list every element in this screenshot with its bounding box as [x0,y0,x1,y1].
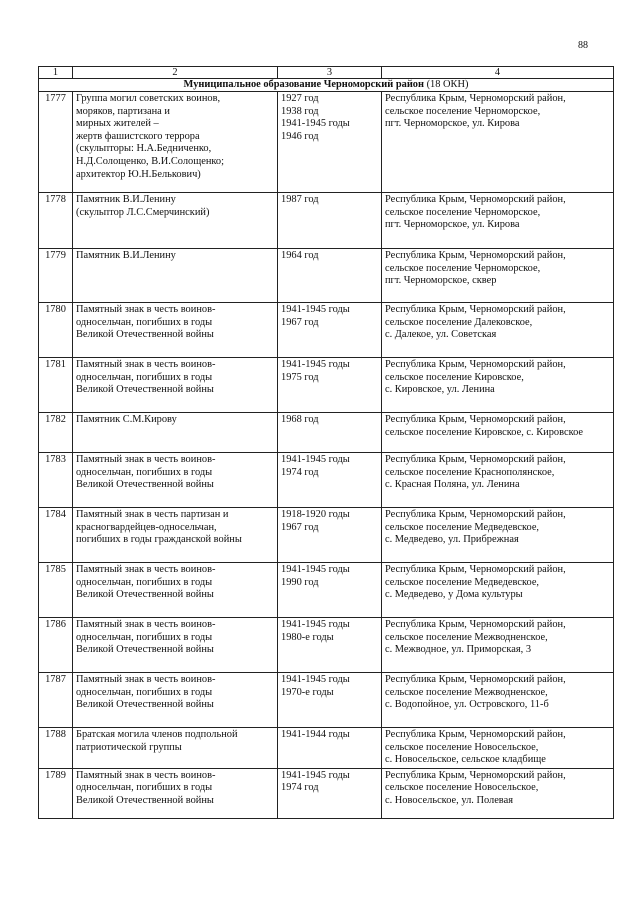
object-number-cell: 1789 [39,768,73,818]
address-line: Республика Крым, Черноморский район, [385,509,566,520]
address-line: пгт. Черноморское, ул. Кирова [385,118,520,130]
address-line: сельское поселение Черноморское, [385,105,541,117]
object-number-cell: 1780 [39,303,73,358]
object-address-cell [382,303,614,358]
address-line: с. Новосельское, сельское кладбище [385,754,546,766]
date-line: 1918-1920 годы [281,509,350,520]
object-number-cell: 1782 [39,413,73,453]
object-address-cell [382,92,614,193]
object-name-cell [73,413,278,453]
address-line: Республика Крым, Черноморский район, [385,619,566,630]
name-line: Памятный знак в честь воинов- [76,304,216,315]
address-line: сельское поселение Далековское, [385,316,533,328]
name-line: жертв фашистского террора [76,130,200,142]
name-line: Великой Отечественной войны [76,794,214,806]
name-line: Памятный знак в честь воинов- [76,359,216,370]
object-name-cell [73,508,278,563]
address-line: сельское поселение Краснополянское, [385,466,555,478]
date-line: 1941-1945 годы [281,359,350,370]
column-number-1: 1 [39,67,73,79]
name-line: Памятный знак в честь воинов- [76,454,216,465]
name-line: односельчан, погибших в годы [76,576,213,588]
object-address-cell [382,508,614,563]
address-line: Республика Крым, Черноморский район, [385,674,566,685]
address-line: Республика Крым, Черноморский район, [385,93,566,104]
object-name-cell [73,673,278,728]
address-line: с. Новосельское, ул. Полевая [385,794,513,806]
address-line: Республика Крым, Черноморский район, [385,414,566,425]
date-line: 1938 год [281,105,319,117]
name-line: односельчан, погибших в годы [76,782,213,794]
object-address-cell [382,453,614,508]
address-line: с. Медведево, ул. Прибрежная [385,534,519,546]
date-line: 1941-1945 годы [281,564,350,575]
column-number-4: 4 [382,67,614,79]
section-suffix: (18 ОКН) [426,79,469,90]
table-row [39,193,614,249]
table-row [39,413,614,453]
object-number-cell: 1779 [39,249,73,303]
table-row [39,728,614,769]
address-line: сельское поселение Черноморское, [385,206,541,218]
name-line: погибших в годы гражданской войны [76,534,242,546]
address-line: сельское поселение Черноморское, [385,262,541,274]
date-line: 1941-1945 годы [281,304,350,315]
object-number-cell: 1777 [39,92,73,193]
column-number-3: 3 [278,67,382,79]
table-row [39,358,614,413]
object-dates-cell [278,413,382,453]
date-line: 1975 год [281,371,319,383]
address-line: пгт. Черноморское, сквер [385,275,497,287]
object-address-cell [382,193,614,249]
object-name-cell [73,92,278,193]
object-number-cell: 1786 [39,618,73,673]
address-line: Республика Крым, Черноморский район, [385,250,566,261]
name-line: Памятный знак в честь воинов- [76,619,216,630]
address-line: Республика Крым, Черноморский район, [385,564,566,575]
date-line: 1987 год [281,194,319,205]
date-line: 1967 год [281,316,319,328]
date-line: 1970-е годы [281,686,334,698]
name-line: Братская могила членов подпольной [76,729,238,740]
table-row [39,768,614,818]
object-dates-cell [278,193,382,249]
address-line: сельское поселение Межводненское, [385,686,548,698]
object-number-cell: 1778 [39,193,73,249]
date-line: 1967 год [281,521,319,533]
table-row [39,618,614,673]
name-line: односельчан, погибших в годы [76,466,213,478]
table-row [39,508,614,563]
object-address-cell [382,249,614,303]
name-line: Великой Отечественной войны [76,699,214,711]
address-line: Республика Крым, Черноморский район, [385,304,566,315]
name-line: Памятный знак в честь воинов- [76,674,216,685]
name-line: Памятник В.И.Ленину [76,194,176,205]
object-name-cell [73,303,278,358]
name-line: Памятный знак в честь партизан и [76,509,229,520]
address-line: сельское поселение Кировское, [385,371,524,383]
object-name-cell [73,358,278,413]
object-dates-cell [278,358,382,413]
date-line: 1941-1945 годы [281,769,350,781]
object-dates-cell [278,249,382,303]
date-line: 1968 год [281,414,319,425]
name-line: патриотической группы [76,741,182,753]
address-line: с. Медведево, у Дома культуры [385,589,523,601]
object-dates-cell [278,453,382,508]
name-line: Великой Отечественной войны [76,479,214,491]
table-row [39,563,614,618]
date-line: 1946 год [281,130,319,142]
heritage-registry-table [38,66,614,819]
address-line: Республика Крым, Черноморский район, [385,359,566,370]
name-line: Великой Отечественной войны [76,589,214,601]
object-address-cell [382,413,614,453]
date-line: 1941-1945 годы [281,619,350,630]
section-title: Муниципальное образование Черноморский район [183,79,424,90]
address-line: сельское поселение Кировское, с. Кировское [385,426,584,438]
object-name-cell [73,563,278,618]
date-line: 1941-1945 годы [281,454,350,465]
section-header-row [39,79,614,92]
name-line: красногвардейцев-односельчан, [76,521,217,533]
name-line: односельчан, погибших в годы [76,316,213,328]
address-line: с. Кировское, ул. Ленина [385,384,495,396]
object-address-cell [382,728,614,769]
date-line: 1941-1945 годы [281,674,350,685]
address-line: Республика Крым, Черноморский район, [385,769,566,781]
column-number-row [39,67,614,79]
table-row [39,92,614,193]
table-row [39,303,614,358]
object-dates-cell [278,673,382,728]
table-row [39,673,614,728]
address-line: сельское поселение Медведевское, [385,521,540,533]
object-name-cell [73,249,278,303]
object-number-cell: 1784 [39,508,73,563]
object-name-cell [73,193,278,249]
name-line: Памятный знак в честь воинов- [76,769,216,781]
date-line: 1941-1945 годы [281,118,350,130]
address-line: сельское поселение Новосельское, [385,741,539,753]
address-line: с. Водопойное, ул. Островского, 11-б [385,699,549,711]
address-line: сельское поселение Новосельское, [385,782,539,794]
name-line: (скульптор Л.С.Смерчинский) [76,206,210,218]
name-line: Памятный знак в честь воинов- [76,564,216,575]
date-line: 1980-е годы [281,631,334,643]
object-number-cell: 1785 [39,563,73,618]
name-line: (скульпторы: Н.А.Бедниченко, [76,143,212,155]
object-dates-cell [278,768,382,818]
date-line: 1974 год [281,782,319,794]
name-line: односельчан, погибших в годы [76,631,213,643]
object-name-cell [73,453,278,508]
name-line: Великой Отечественной войны [76,329,214,341]
name-line: Группа могил советских воинов, [76,93,221,104]
object-name-cell [73,618,278,673]
date-line: 1941-1944 годы [281,729,350,740]
date-line: 1974 год [281,466,319,478]
name-line: Великой Отечественной войны [76,384,214,396]
address-line: сельское поселение Межводненское, [385,631,548,643]
object-name-cell [73,728,278,769]
name-line: мирных жителей – [76,118,159,130]
object-name-cell [73,768,278,818]
column-number-2: 2 [73,67,278,79]
name-line: Памятник С.М.Кирову [76,414,177,425]
object-number-cell: 1788 [39,728,73,769]
address-line: сельское поселение Медведевское, [385,576,540,588]
object-dates-cell [278,508,382,563]
name-line: односельчан, погибших в годы [76,686,213,698]
object-number-cell: 1783 [39,453,73,508]
object-address-cell [382,563,614,618]
address-line: с. Красная Поляна, ул. Ленина [385,479,520,491]
table-row [39,249,614,303]
address-line: с. Межводное, ул. Приморская, 3 [385,644,532,656]
object-address-cell [382,358,614,413]
table-row [39,453,614,508]
object-dates-cell [278,92,382,193]
object-address-cell [382,673,614,728]
date-line: 1927 год [281,93,319,104]
name-line: моряков, партизана и [76,105,170,117]
object-dates-cell [278,728,382,769]
name-line: Н.Д.Солощенко, В.И.Солощенко; [76,155,225,167]
object-address-cell [382,768,614,818]
object-address-cell [382,618,614,673]
section-header-cell [39,79,614,92]
address-line: с. Далекое, ул. Советская [385,329,497,341]
address-line: Республика Крым, Черноморский район, [385,454,566,465]
name-line: архитектор Ю.Н.Белькович) [76,168,201,180]
name-line: Памятник В.И.Ленину [76,250,176,261]
address-line: пгт. Черноморское, ул. Кирова [385,219,520,231]
date-line: 1990 год [281,576,319,588]
object-number-cell: 1781 [39,358,73,413]
address-line: Республика Крым, Черноморский район, [385,729,566,740]
name-line: Великой Отечественной войны [76,644,214,656]
object-dates-cell [278,303,382,358]
address-line: Республика Крым, Черноморский район, [385,194,566,205]
name-line: односельчан, погибших в годы [76,371,213,383]
object-number-cell: 1787 [39,673,73,728]
date-line: 1964 год [281,250,319,261]
object-dates-cell [278,563,382,618]
page-number: 88 [578,40,588,51]
object-dates-cell [278,618,382,673]
